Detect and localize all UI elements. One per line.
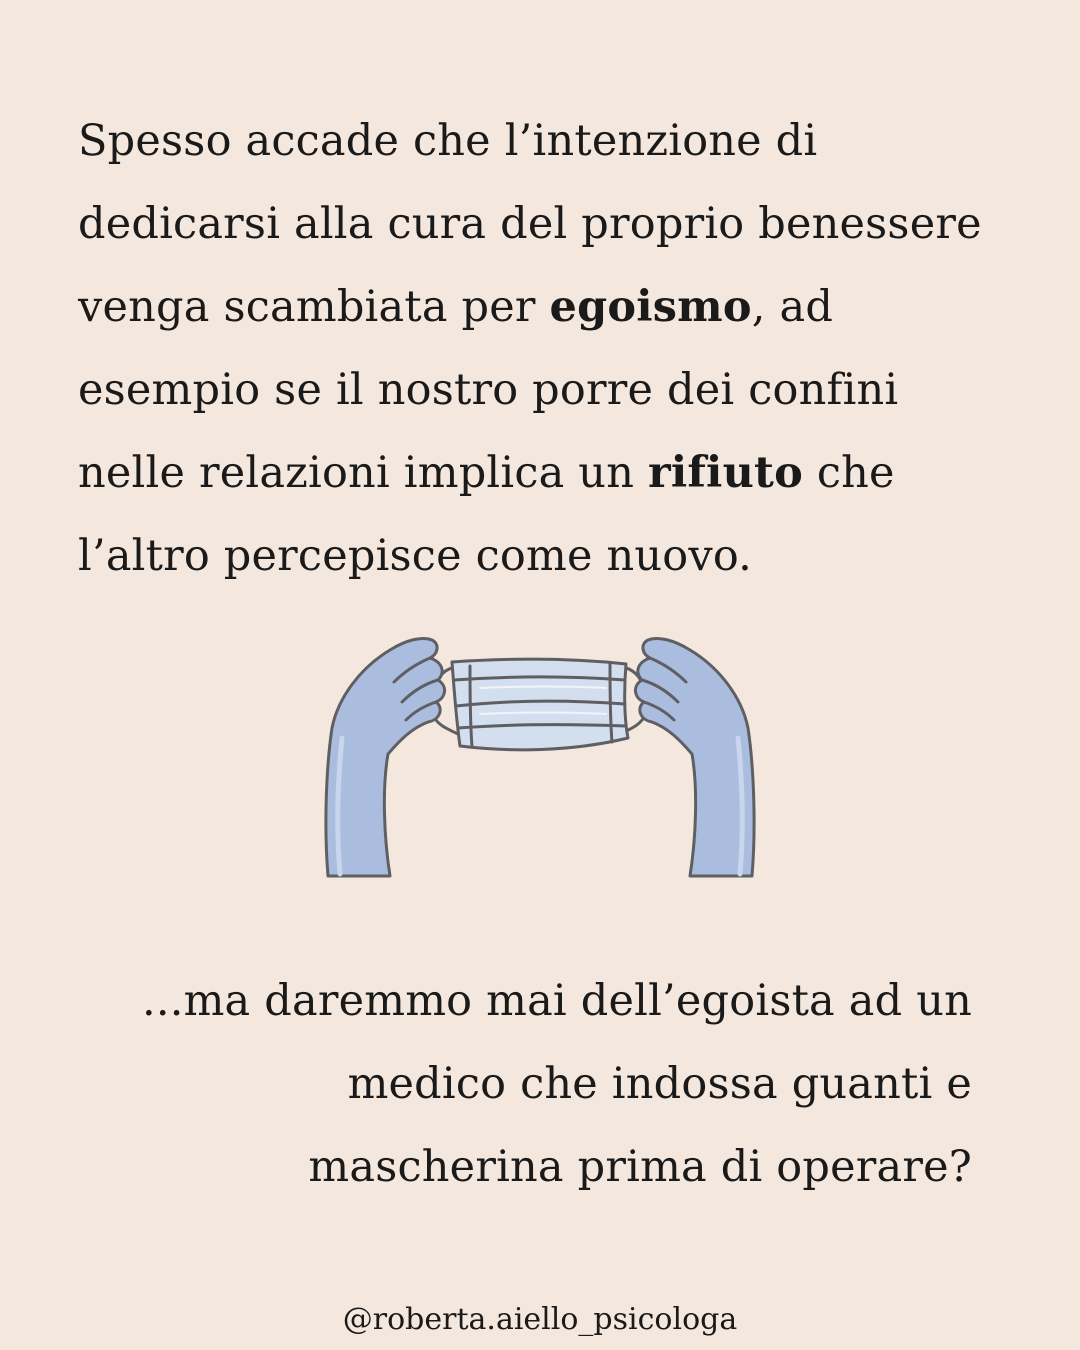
author-handle: @roberta.aiello_psicologa — [342, 1302, 738, 1337]
gloved-hands-mask-illustration — [320, 628, 760, 880]
intro-bold-egoismo: egoismo — [549, 282, 752, 332]
right-glove — [635, 638, 754, 876]
left-glove — [326, 638, 445, 876]
intro-text-3: che l’altro percepisce come nuovo. — [78, 448, 895, 581]
question-line-3: mascherina prima di operare? — [308, 1142, 972, 1192]
intro-paragraph — [78, 100, 1018, 598]
question-paragraph — [112, 960, 972, 1209]
intro-bold-rifiuto: rifiuto — [647, 448, 803, 498]
question-line-2: medico che indossa guanti e — [347, 1059, 972, 1109]
intro-text-2: , ad esempio se il nostro porre dei confini nelle relazioni implica un — [78, 282, 899, 498]
mask-icon — [320, 628, 760, 880]
question-line-1: ...ma daremmo mai dell’egoista ad un — [141, 976, 972, 1026]
intro-text-1: Spesso accade che l’intenzione di dedicarsi alla cura del proprio benessere venga scambiata per — [78, 116, 982, 332]
